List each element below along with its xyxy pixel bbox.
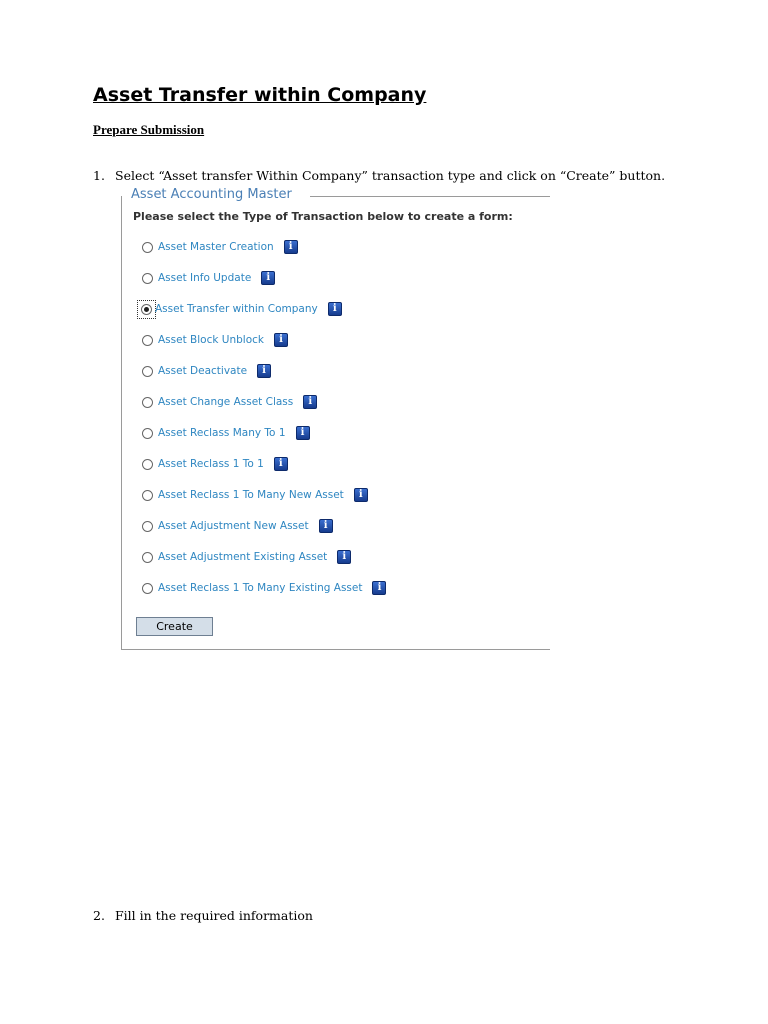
option-label[interactable]: Asset Deactivate [158, 365, 248, 377]
radio-button[interactable] [142, 428, 153, 439]
info-icon[interactable]: i [274, 333, 288, 347]
option-label[interactable]: Asset Info Update [158, 272, 252, 284]
option-label[interactable]: Asset Adjustment Existing Asset [158, 551, 328, 563]
option-label[interactable]: Asset Transfer within Company [155, 303, 318, 315]
step-1 [93, 168, 665, 183]
info-icon[interactable]: i [284, 240, 298, 254]
radio-button[interactable] [142, 273, 153, 284]
option-label[interactable]: Asset Reclass 1 To Many New Asset [158, 489, 344, 501]
panel-border-top [310, 196, 550, 197]
step-text: Fill in the required information [115, 908, 313, 923]
info-icon[interactable]: i [328, 302, 342, 316]
option-asset-reclass-1-to-1[interactable] [141, 456, 288, 472]
option-label[interactable]: Asset Reclass 1 To 1 [158, 458, 264, 470]
option-asset-reclass-many-to-1[interactable] [141, 425, 310, 441]
option-asset-change-asset-class[interactable] [141, 394, 317, 410]
option-label[interactable]: Asset Reclass 1 To Many Existing Asset [158, 582, 363, 594]
option-asset-deactivate[interactable] [141, 363, 271, 379]
option-asset-reclass-1-to-many-existing-asset[interactable] [141, 580, 386, 596]
option-asset-adjustment-existing-asset[interactable] [141, 549, 351, 565]
info-icon[interactable]: i [296, 426, 310, 440]
option-asset-transfer-within-company[interactable] [141, 301, 342, 317]
info-icon[interactable]: i [354, 488, 368, 502]
radio-button[interactable] [142, 583, 153, 594]
option-asset-adjustment-new-asset[interactable] [141, 518, 333, 534]
info-icon[interactable]: i [274, 457, 288, 471]
panel-title: Asset Accounting Master [131, 187, 296, 202]
info-icon[interactable]: i [303, 395, 317, 409]
document-title: Asset Transfer within Company [93, 84, 427, 106]
step-number: 1. [93, 168, 105, 183]
radio-button[interactable] [142, 242, 153, 253]
step-text: Select “Asset transfer Within Company” transaction type and click on “Create” button. [115, 168, 666, 183]
radio-button[interactable] [142, 459, 153, 470]
radio-button-selected[interactable] [141, 304, 152, 315]
info-icon[interactable]: i [319, 519, 333, 533]
step-2 [93, 908, 313, 923]
radio-button[interactable] [142, 366, 153, 377]
radio-button[interactable] [142, 335, 153, 346]
option-label[interactable]: Asset Block Unblock [158, 334, 264, 346]
option-label[interactable]: Asset Reclass Many To 1 [158, 427, 286, 439]
info-icon[interactable]: i [257, 364, 271, 378]
radio-button[interactable] [142, 490, 153, 501]
option-asset-info-update[interactable] [141, 270, 275, 286]
radio-button[interactable] [142, 521, 153, 532]
radio-button[interactable] [142, 552, 153, 563]
radio-button[interactable] [142, 397, 153, 408]
step-number: 2. [93, 908, 105, 923]
create-button[interactable]: Create [136, 617, 213, 636]
section-heading: Prepare Submission [93, 122, 205, 137]
option-label[interactable]: Asset Change Asset Class [158, 396, 294, 408]
info-icon[interactable]: i [261, 271, 275, 285]
panel-instruction: Please select the Type of Transaction below to create a form: [133, 210, 513, 223]
option-asset-reclass-1-to-many-new-asset[interactable] [141, 487, 368, 503]
info-icon[interactable]: i [337, 550, 351, 564]
option-asset-block-unblock[interactable] [141, 332, 288, 348]
option-label[interactable]: Asset Adjustment New Asset [158, 520, 309, 532]
option-asset-master-creation[interactable] [141, 239, 298, 255]
option-label[interactable]: Asset Master Creation [158, 241, 274, 253]
info-icon[interactable]: i [372, 581, 386, 595]
